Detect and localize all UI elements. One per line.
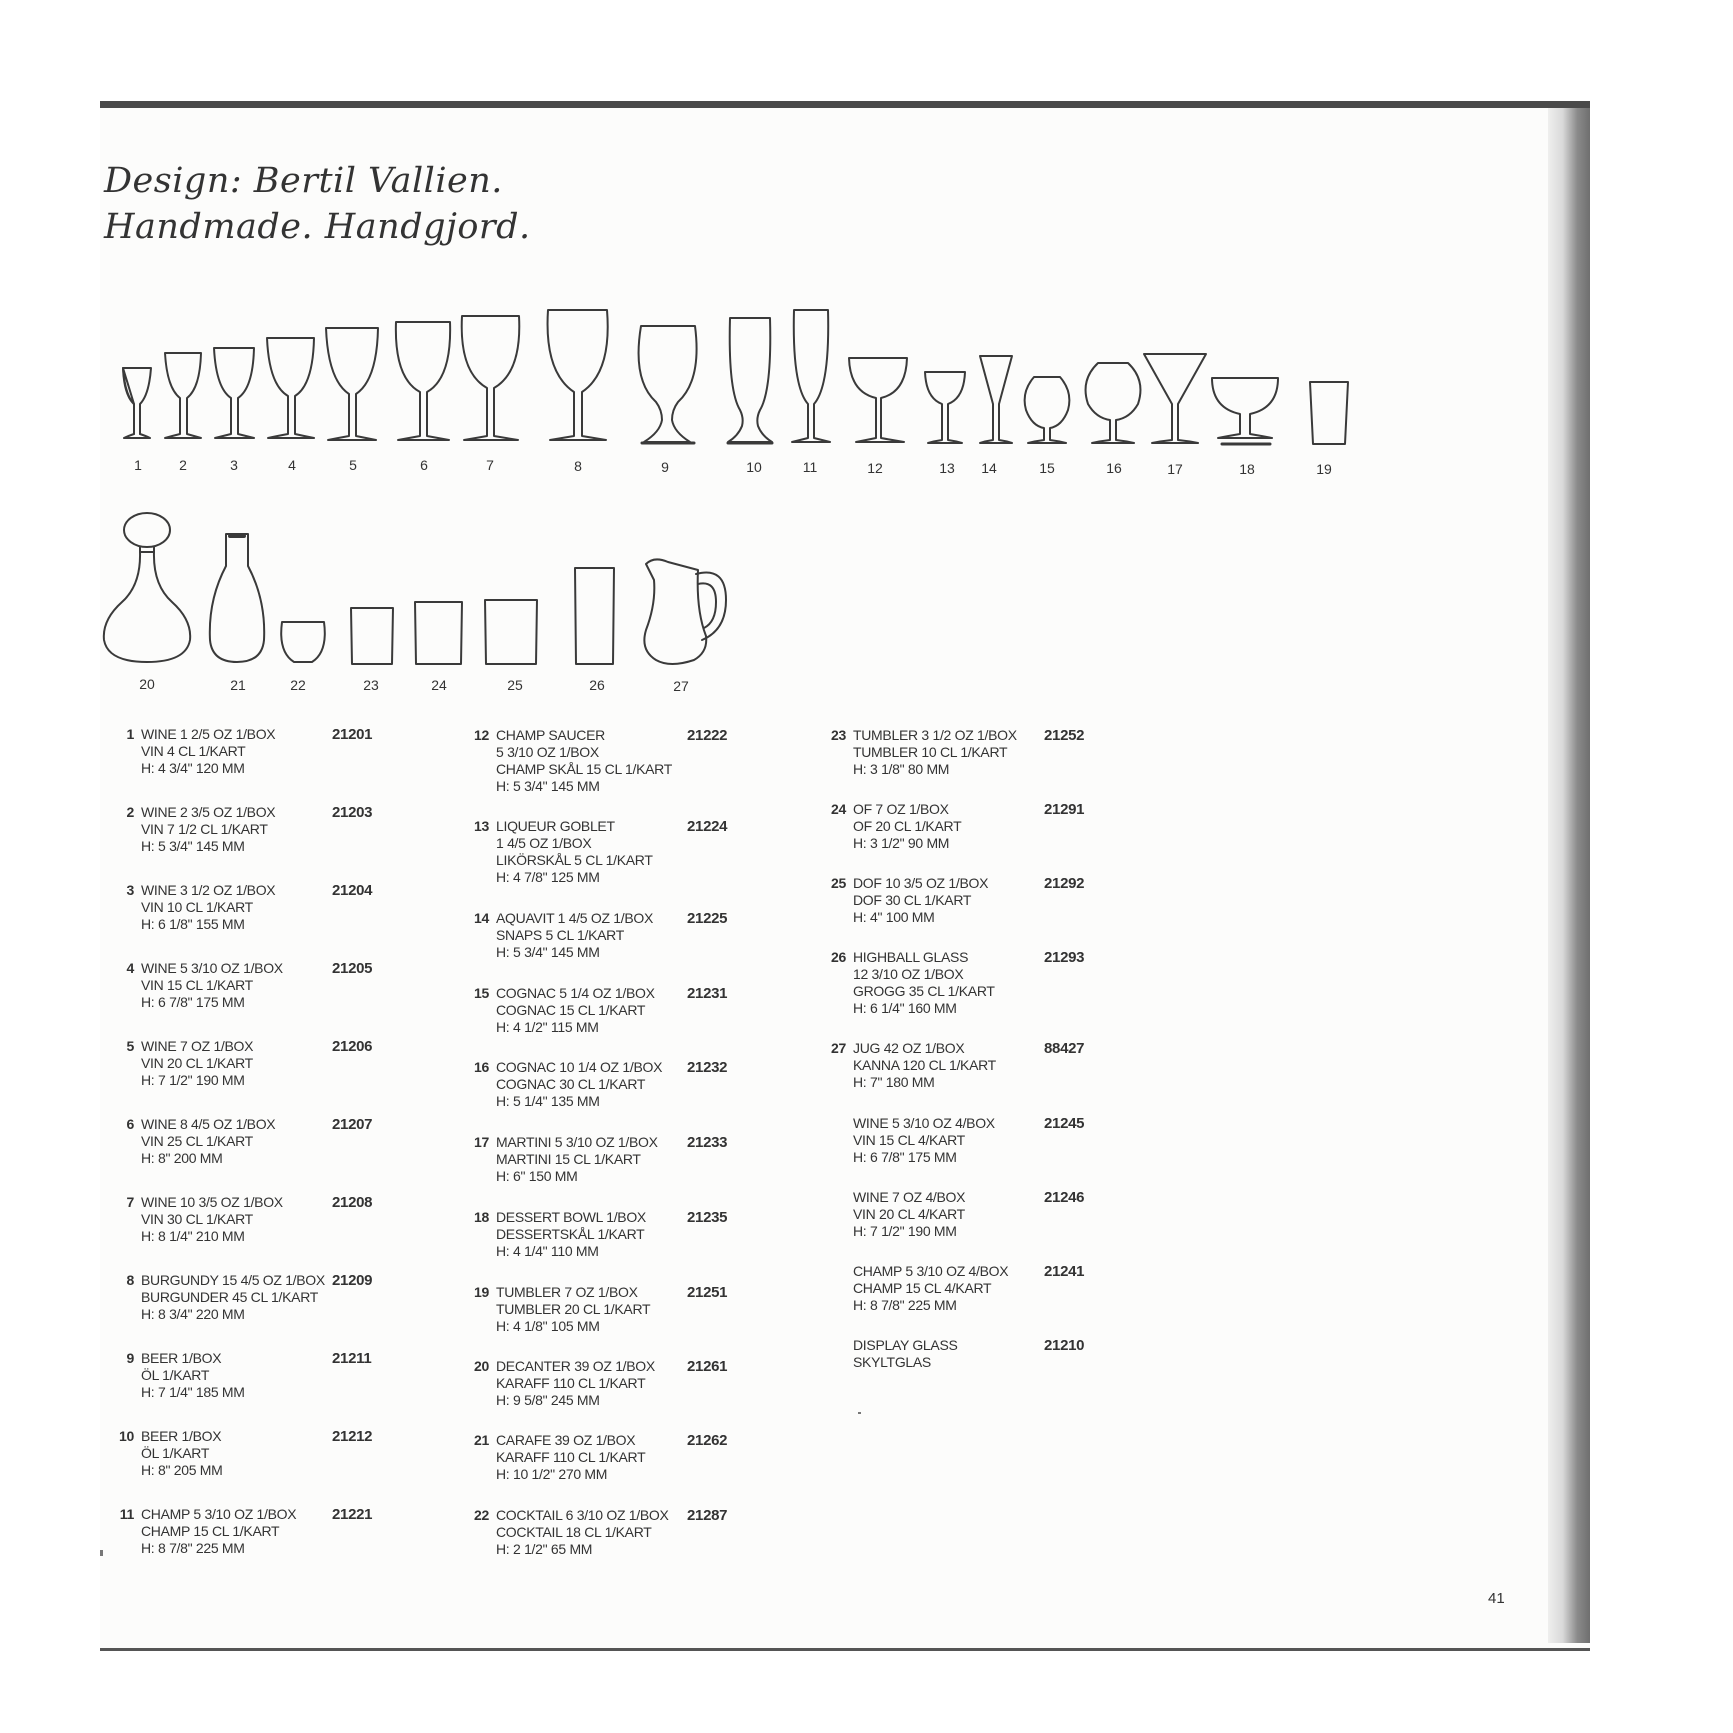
- figure-number-5: 5: [349, 457, 357, 473]
- figure-number-7: 7: [486, 457, 494, 473]
- entry-line: 1 4/5 OZ 1/BOX: [496, 835, 592, 851]
- print-speck: [858, 1412, 861, 1414]
- heading-designer: Design: Bertil Vallien.: [104, 161, 503, 201]
- glass-8-burgundy-illustration: [548, 310, 608, 440]
- figure-number-3: 3: [230, 457, 238, 473]
- entry-line: COGNAC 30 CL 1/KART: [496, 1076, 646, 1092]
- entry-line: SKYLTGLAS: [853, 1354, 931, 1370]
- entry-line: COGNAC 15 CL 1/KART: [496, 1002, 646, 1018]
- article-number: 21210: [1044, 1337, 1085, 1354]
- article-number: 21262: [687, 1432, 728, 1449]
- entry-line: H: 8 1/4" 210 MM: [141, 1228, 245, 1244]
- entry-line: CHAMP SKÅL 15 CL 1/KART: [496, 761, 672, 777]
- entry-line: H: 8" 205 MM: [141, 1462, 223, 1478]
- figure-number-22: 22: [290, 677, 306, 693]
- entry-line: DESSERTSKÅL 1/KART: [496, 1226, 645, 1242]
- entry-line: DOF 10 3/5 OZ 1/BOX: [853, 875, 989, 891]
- glass-13-liqueur-goblet-illustration: [925, 372, 965, 443]
- entry-line: GROGG 35 CL 1/KART: [853, 983, 995, 999]
- entry-number: 13: [474, 818, 489, 834]
- article-number: 21212: [332, 1428, 373, 1445]
- glass-5-wine-illustration: [326, 328, 378, 440]
- figure-number-10: 10: [746, 459, 762, 475]
- glass-3-wine-illustration: [214, 348, 254, 438]
- entry-number: 15: [474, 985, 489, 1001]
- entry-line: H: 4 7/8" 125 MM: [496, 869, 600, 885]
- figure-number-15: 15: [1039, 460, 1055, 476]
- entry-line: H: 7 1/4" 185 MM: [141, 1384, 245, 1400]
- glass-20-decanter-illustration: [104, 513, 190, 662]
- print-speck: [100, 1550, 103, 1556]
- article-number: 21224: [687, 818, 728, 835]
- entry-line: VIN 15 CL 4/KART: [853, 1132, 965, 1148]
- entry-line: WINE 1 2/5 OZ 1/BOX: [141, 726, 276, 742]
- entry-number: 16: [474, 1059, 489, 1075]
- entry-line: WINE 8 4/5 OZ 1/BOX: [141, 1116, 276, 1132]
- article-number: 21209: [332, 1272, 373, 1289]
- entry-line: VIN 4 CL 1/KART: [141, 743, 246, 759]
- article-number: 21225: [687, 910, 728, 927]
- entry-line: TUMBLER 10 CL 1/KART: [853, 744, 1008, 760]
- article-number: 21293: [1044, 949, 1085, 966]
- article-number: 21232: [687, 1059, 728, 1076]
- entry-line: CARAFE 39 OZ 1/BOX: [496, 1432, 636, 1448]
- article-number: 21235: [687, 1209, 728, 1226]
- entry-line: COCKTAIL 18 CL 1/KART: [496, 1524, 652, 1540]
- article-number: 21252: [1044, 727, 1085, 744]
- entry-number: 25: [831, 875, 846, 891]
- figure-number-19: 19: [1316, 461, 1332, 477]
- entry-line: VIN 15 CL 1/KART: [141, 977, 253, 993]
- entry-number: 8: [126, 1272, 134, 1288]
- glass-27-jug-illustration: [644, 559, 726, 664]
- article-number: 21231: [687, 985, 728, 1002]
- entry-line: CHAMP 15 CL 4/KART: [853, 1280, 992, 1296]
- entry-line: ÖL 1/KART: [141, 1367, 210, 1383]
- figure-number-6: 6: [420, 457, 428, 473]
- entry-line: OF 20 CL 1/KART: [853, 818, 962, 834]
- figure-number-4: 4: [288, 457, 296, 473]
- entry-number: 27: [831, 1040, 846, 1056]
- entry-line: H: 8" 200 MM: [141, 1150, 223, 1166]
- entry-number: 10: [119, 1428, 134, 1444]
- entry-line: H: 3 1/8" 80 MM: [853, 761, 950, 777]
- article-number: 21205: [332, 960, 373, 977]
- entry-line: WINE 5 3/10 OZ 4/BOX: [853, 1115, 995, 1131]
- entry-line: WINE 7 OZ 1/BOX: [141, 1038, 254, 1054]
- glass-22-cocktail-illustration: [281, 622, 325, 662]
- figure-number-14: 14: [981, 460, 997, 476]
- entry-line: WINE 3 1/2 OZ 1/BOX: [141, 882, 276, 898]
- article-number: 21261: [687, 1358, 728, 1375]
- entry-line: OF 7 OZ 1/BOX: [853, 801, 949, 817]
- glass-15-cognac-illustration: [1025, 377, 1070, 443]
- glass-6-wine-illustration: [396, 322, 450, 440]
- entry-line: H: 4 3/4" 120 MM: [141, 760, 245, 776]
- glass-26-highball-illustration: [575, 568, 614, 664]
- entry-line: VIN 7 1/2 CL 1/KART: [141, 821, 268, 837]
- entry-line: ÖL 1/KART: [141, 1445, 210, 1461]
- figure-number-2: 2: [179, 457, 187, 473]
- entry-number: 14: [474, 910, 489, 926]
- entry-line: VIN 10 CL 1/KART: [141, 899, 253, 915]
- glass-14-aquavit-illustration: [980, 356, 1012, 443]
- entry-line: CHAMP 5 3/10 OZ 4/BOX: [853, 1263, 1009, 1279]
- entry-line: H: 2 1/2" 65 MM: [496, 1541, 593, 1557]
- glass-18-dessert-bowl-illustration: [1212, 378, 1278, 444]
- entry-line: AQUAVIT 1 4/5 OZ 1/BOX: [496, 910, 654, 926]
- entry-line: JUG 42 OZ 1/BOX: [853, 1040, 965, 1056]
- entry-line: KARAFF 110 CL 1/KART: [496, 1449, 646, 1465]
- entry-line: H: 3 1/2" 90 MM: [853, 835, 950, 851]
- entry-line: H: 6 1/8" 155 MM: [141, 916, 245, 932]
- entry-number: 21: [474, 1432, 489, 1448]
- article-number: 21251: [687, 1284, 728, 1301]
- article-number: 21211: [332, 1350, 372, 1367]
- article-number: 21208: [332, 1194, 373, 1211]
- figure-number-17: 17: [1167, 461, 1183, 477]
- entry-line: MARTINI 5 3/10 OZ 1/BOX: [496, 1134, 658, 1150]
- glass-23-tumbler-illustration: [351, 608, 393, 664]
- glass-10-beer-illustration: [728, 318, 772, 443]
- entry-line: H: 7 1/2" 190 MM: [141, 1072, 245, 1088]
- entry-number: 7: [126, 1194, 134, 1210]
- glass-25-double-old-fashioned-illustration: [485, 600, 537, 664]
- figure-number-26: 26: [589, 677, 605, 693]
- entry-line: MARTINI 15 CL 1/KART: [496, 1151, 641, 1167]
- entry-line: H: 5 1/4" 135 MM: [496, 1093, 600, 1109]
- article-number: 21233: [687, 1134, 728, 1151]
- entry-line: CHAMP SAUCER: [496, 727, 605, 743]
- figure-number-8: 8: [574, 458, 582, 474]
- glass-17-martini-illustration: [1144, 354, 1206, 443]
- entry-line: BEER 1/BOX: [141, 1428, 222, 1444]
- page-number: 41: [1488, 1590, 1505, 1607]
- entry-line: WINE 2 3/5 OZ 1/BOX: [141, 804, 276, 820]
- figure-number-12: 12: [867, 460, 883, 476]
- figure-number-1: 1: [134, 457, 142, 473]
- entry-line: WINE 7 OZ 4/BOX: [853, 1189, 966, 1205]
- entry-line: TUMBLER 20 CL 1/KART: [496, 1301, 651, 1317]
- entry-number: 24: [831, 801, 846, 817]
- entry-number: 26: [831, 949, 846, 965]
- entry-line: DECANTER 39 OZ 1/BOX: [496, 1358, 655, 1374]
- entry-line: SNAPS 5 CL 1/KART: [496, 927, 624, 943]
- heading-handmade: Handmade. Handgjord.: [104, 207, 531, 247]
- glassware-illustrations: [0, 0, 1733, 720]
- entry-line: LIQUEUR GOBLET: [496, 818, 615, 834]
- entry-line: COGNAC 5 1/4 OZ 1/BOX: [496, 985, 655, 1001]
- entry-line: H: 6 7/8" 175 MM: [853, 1149, 957, 1165]
- glass-19-tumbler-illustration: [1310, 382, 1348, 444]
- entry-line: H: 6 1/4" 160 MM: [853, 1000, 957, 1016]
- entry-line: BURGUNDER 45 CL 1/KART: [141, 1289, 319, 1305]
- entry-number: 23: [831, 727, 846, 743]
- entry-line: VIN 30 CL 1/KART: [141, 1211, 253, 1227]
- entry-line: H: 4" 100 MM: [853, 909, 935, 925]
- figure-number-11: 11: [802, 459, 818, 475]
- glass-21-carafe-illustration: [210, 534, 264, 662]
- entry-number: 3: [126, 882, 134, 898]
- entry-line: H: 4 1/2" 115 MM: [496, 1019, 599, 1035]
- article-number: 88427: [1044, 1040, 1085, 1057]
- entry-number: 17: [474, 1134, 489, 1150]
- entry-line: COCKTAIL 6 3/10 OZ 1/BOX: [496, 1507, 669, 1523]
- entry-number: 20: [474, 1358, 489, 1374]
- entry-line: H: 6" 150 MM: [496, 1168, 578, 1184]
- glass-7-wine-illustration: [462, 316, 520, 440]
- entry-line: DESSERT BOWL 1/BOX: [496, 1209, 646, 1225]
- entry-line: WINE 10 3/5 OZ 1/BOX: [141, 1194, 283, 1210]
- entry-number: 6: [126, 1116, 134, 1132]
- entry-line: TUMBLER 3 1/2 OZ 1/BOX: [853, 727, 1017, 743]
- entry-line: 12 3/10 OZ 1/BOX: [853, 966, 964, 982]
- entry-line: DISPLAY GLASS: [853, 1337, 958, 1353]
- entry-line: H: 6 7/8" 175 MM: [141, 994, 245, 1010]
- entry-line: BEER 1/BOX: [141, 1350, 222, 1366]
- entry-line: H: 5 3/4" 145 MM: [496, 944, 600, 960]
- entry-line: H: 5 3/4" 145 MM: [141, 838, 245, 854]
- article-number: 21241: [1044, 1263, 1085, 1280]
- glass-2-wine-illustration: [165, 353, 201, 438]
- article-number: 21221: [332, 1506, 373, 1523]
- entry-line: H: 7 1/2" 190 MM: [853, 1223, 957, 1239]
- entry-line: 5 3/10 OZ 1/BOX: [496, 744, 599, 760]
- article-number: 21203: [332, 804, 373, 821]
- figure-number-18: 18: [1239, 461, 1255, 477]
- article-number: 21245: [1044, 1115, 1085, 1132]
- glass-12-champ-saucer-illustration: [849, 358, 907, 442]
- entry-line: HIGHBALL GLASS: [853, 949, 969, 965]
- glass-16-cognac-illustration: [1086, 363, 1141, 443]
- article-number: 21287: [687, 1507, 728, 1524]
- article-number: 21291: [1044, 801, 1085, 818]
- entry-line: LIKÖRSKÅL 5 CL 1/KART: [496, 852, 653, 868]
- glass-9-beer-illustration: [639, 326, 697, 443]
- entry-line: H: 5 3/4" 145 MM: [496, 778, 600, 794]
- figure-number-9: 9: [661, 459, 669, 475]
- entry-line: H: 8 3/4" 220 MM: [141, 1306, 245, 1322]
- article-number: 21292: [1044, 875, 1085, 892]
- article-number: 21222: [687, 727, 728, 744]
- entry-number: 2: [126, 804, 134, 820]
- entry-line: H: 7" 180 MM: [853, 1074, 935, 1090]
- entry-line: VIN 25 CL 1/KART: [141, 1133, 253, 1149]
- entry-line: H: 4 1/8" 105 MM: [496, 1318, 600, 1334]
- figure-number-20: 20: [139, 676, 155, 692]
- entry-line: DOF 30 CL 1/KART: [853, 892, 972, 908]
- glass-11-champ-illustration: [792, 310, 830, 442]
- figure-number-21: 21: [230, 677, 246, 693]
- entry-number: 19: [474, 1284, 489, 1300]
- article-number: 21201: [332, 726, 373, 743]
- glass-4-wine-illustration: [267, 338, 314, 438]
- glass-1-wine-illustration: [123, 368, 151, 438]
- article-number: 21207: [332, 1116, 373, 1133]
- figure-number-16: 16: [1106, 460, 1122, 476]
- entry-line: VIN 20 CL 1/KART: [141, 1055, 253, 1071]
- entry-number: 4: [126, 960, 134, 976]
- entry-number: 11: [119, 1506, 134, 1522]
- entry-line: TUMBLER 7 OZ 1/BOX: [496, 1284, 638, 1300]
- figure-number-27: 27: [673, 678, 689, 694]
- entry-line: KANNA 120 CL 1/KART: [853, 1057, 996, 1073]
- entry-line: H: 9 5/8" 245 MM: [496, 1392, 600, 1408]
- entry-line: CHAMP 5 3/10 OZ 1/BOX: [141, 1506, 297, 1522]
- entry-number: 18: [474, 1209, 489, 1225]
- entry-number: 9: [126, 1350, 134, 1366]
- figure-number-13: 13: [939, 460, 955, 476]
- entry-number: 5: [126, 1038, 134, 1054]
- entry-line: H: 8 7/8" 225 MM: [141, 1540, 245, 1556]
- figure-number-25: 25: [507, 677, 523, 693]
- entry-number: 22: [474, 1507, 489, 1523]
- entry-line: H: 10 1/2" 270 MM: [496, 1466, 608, 1482]
- entry-number: 1: [126, 726, 134, 742]
- entry-line: BURGUNDY 15 4/5 OZ 1/BOX: [141, 1272, 325, 1288]
- entry-line: COGNAC 10 1/4 OZ 1/BOX: [496, 1059, 663, 1075]
- entry-line: H: 4 1/4" 110 MM: [496, 1243, 599, 1259]
- figure-number-24: 24: [431, 677, 447, 693]
- entry-line: VIN 20 CL 4/KART: [853, 1206, 965, 1222]
- glass-24-old-fashioned-illustration: [415, 602, 462, 664]
- entry-number: 12: [474, 727, 489, 743]
- entry-line: H: 8 7/8" 225 MM: [853, 1297, 957, 1313]
- entry-line: KARAFF 110 CL 1/KART: [496, 1375, 646, 1391]
- article-number: 21206: [332, 1038, 373, 1055]
- figure-number-23: 23: [363, 677, 379, 693]
- article-number: 21204: [332, 882, 373, 899]
- entry-line: CHAMP 15 CL 1/KART: [141, 1523, 280, 1539]
- entry-line: WINE 5 3/10 OZ 1/BOX: [141, 960, 283, 976]
- article-number: 21246: [1044, 1189, 1085, 1206]
